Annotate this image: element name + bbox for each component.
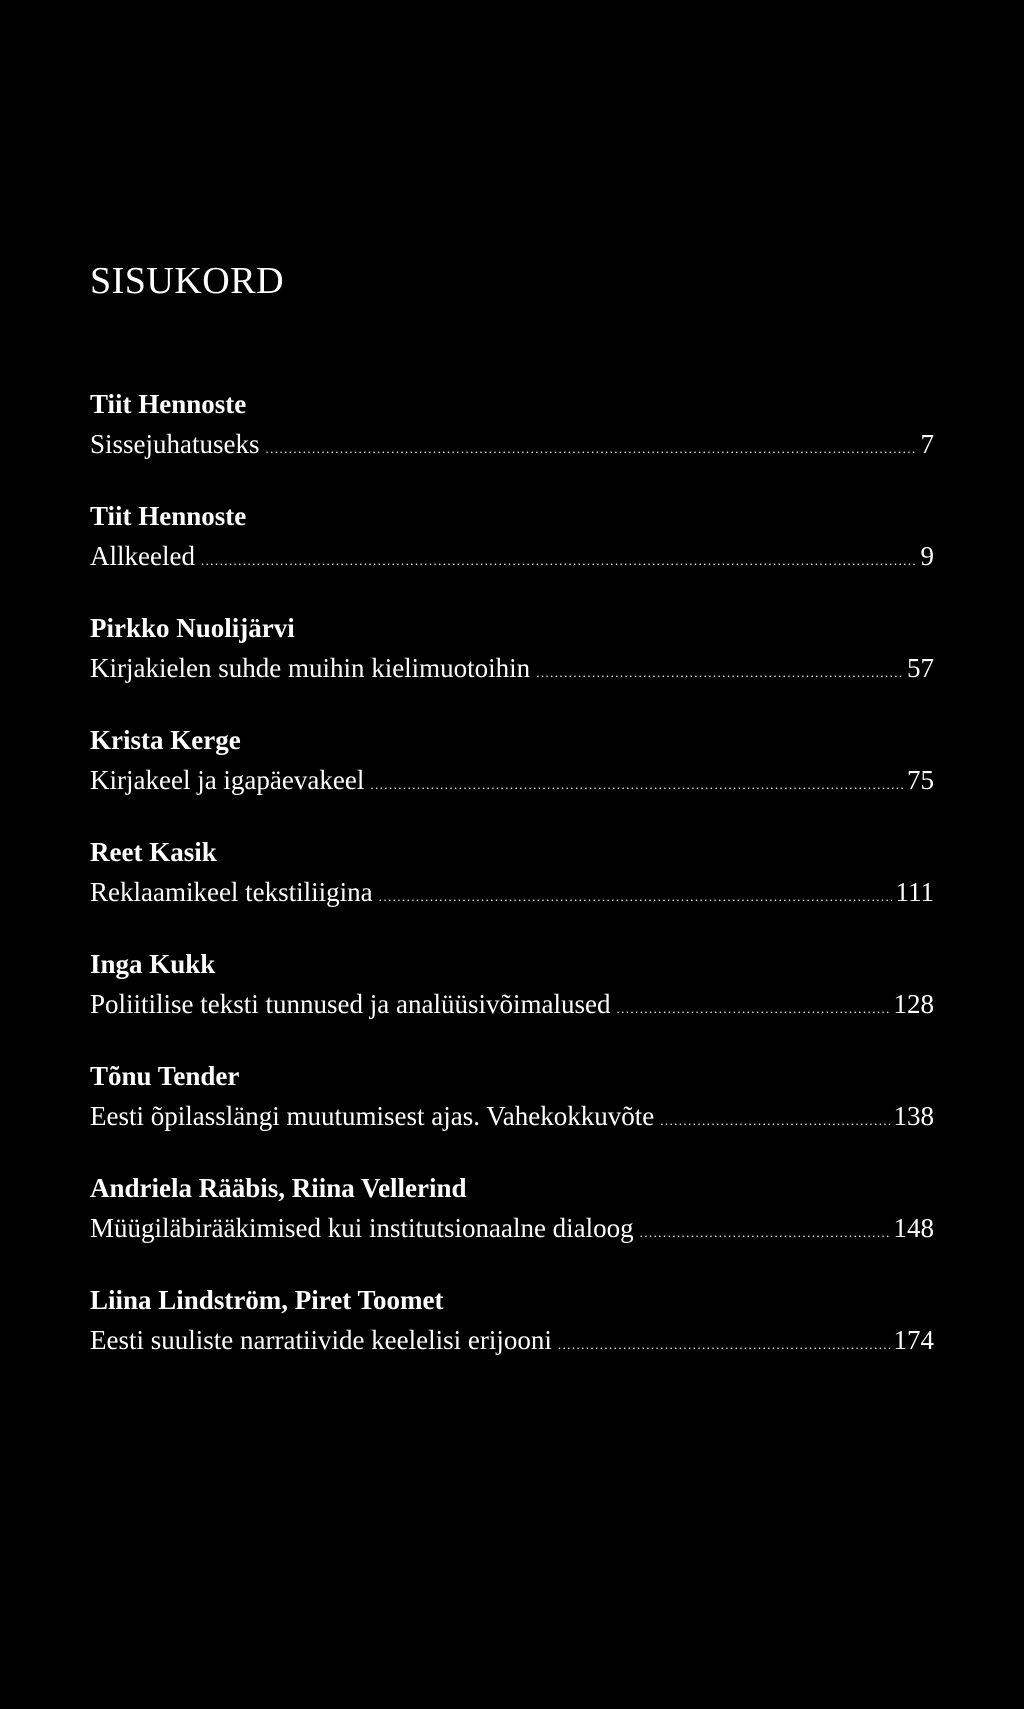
toc-entry <box>90 496 934 608</box>
dot-leader <box>379 877 892 917</box>
toc-author: Andriela Rääbis, Riina Vellerind <box>90 1173 467 1203</box>
toc-title: Poliitilise teksti tunnused ja analüüsivõimalused <box>90 989 611 1019</box>
toc-entry <box>90 1056 934 1168</box>
dot-leader <box>201 541 917 581</box>
dot-leader <box>616 989 889 1029</box>
dot-leader <box>660 1101 889 1141</box>
toc-line <box>90 984 934 1024</box>
dot-leader <box>536 653 903 693</box>
toc-line <box>90 872 934 912</box>
toc-page-number: 148 <box>893 1213 934 1243</box>
toc-entry <box>90 720 934 832</box>
toc-page-number: 174 <box>893 1325 934 1355</box>
toc-author: Pirkko Nuolijärvi <box>90 613 295 643</box>
toc-page-number: 7 <box>920 429 934 459</box>
toc-line <box>90 1208 934 1248</box>
table-of-contents <box>90 384 934 1392</box>
toc-author: Tiit Hennoste <box>90 501 247 531</box>
toc-line <box>90 760 934 800</box>
toc-title: Müügiläbirääkimised kui institutsionaalne dialoog <box>90 1213 634 1243</box>
dot-leader <box>370 765 903 805</box>
dot-leader <box>640 1213 890 1253</box>
toc-title: Kirjakeel ja igapäevakeel <box>90 765 365 795</box>
page-title: SISUKORD <box>90 260 285 302</box>
toc-author: Tõnu Tender <box>90 1061 240 1091</box>
toc-title: Eesti õpilasslängi muutumisest ajas. Vahekokkuvõte <box>90 1101 655 1131</box>
toc-author: Krista Kerge <box>90 725 241 755</box>
toc-author: Liina Lindström, Piret Toomet <box>90 1285 444 1315</box>
toc-entry <box>90 1280 934 1392</box>
toc-title: Sissejuhatuseks <box>90 429 260 459</box>
toc-title: Reklaamikeel tekstiliigina <box>90 877 373 907</box>
toc-title: Kirjakielen suhde muihin kielimuotoihin <box>90 653 531 683</box>
toc-entry <box>90 608 934 720</box>
toc-page-number: 111 <box>895 877 934 907</box>
toc-line <box>90 1320 934 1360</box>
dot-leader <box>266 429 917 469</box>
toc-title: Eesti suuliste narratiivide keelelisi erijooni <box>90 1325 552 1355</box>
toc-page-number: 75 <box>907 765 934 795</box>
toc-entry <box>90 832 934 944</box>
toc-page-number: 138 <box>893 1101 934 1131</box>
toc-author: Inga Kukk <box>90 949 216 979</box>
toc-line <box>90 648 934 688</box>
toc-line <box>90 536 934 576</box>
toc-page-number: 57 <box>907 653 934 683</box>
toc-author: Reet Kasik <box>90 837 217 867</box>
toc-author: Tiit Hennoste <box>90 389 247 419</box>
toc-line <box>90 1096 934 1136</box>
toc-page-number: 128 <box>893 989 934 1019</box>
toc-page-number: 9 <box>920 541 934 571</box>
toc-entry <box>90 384 934 496</box>
toc-line <box>90 424 934 464</box>
toc-entry <box>90 944 934 1056</box>
toc-title: Allkeeled <box>90 541 195 571</box>
toc-entry <box>90 1168 934 1280</box>
dot-leader <box>558 1325 890 1365</box>
